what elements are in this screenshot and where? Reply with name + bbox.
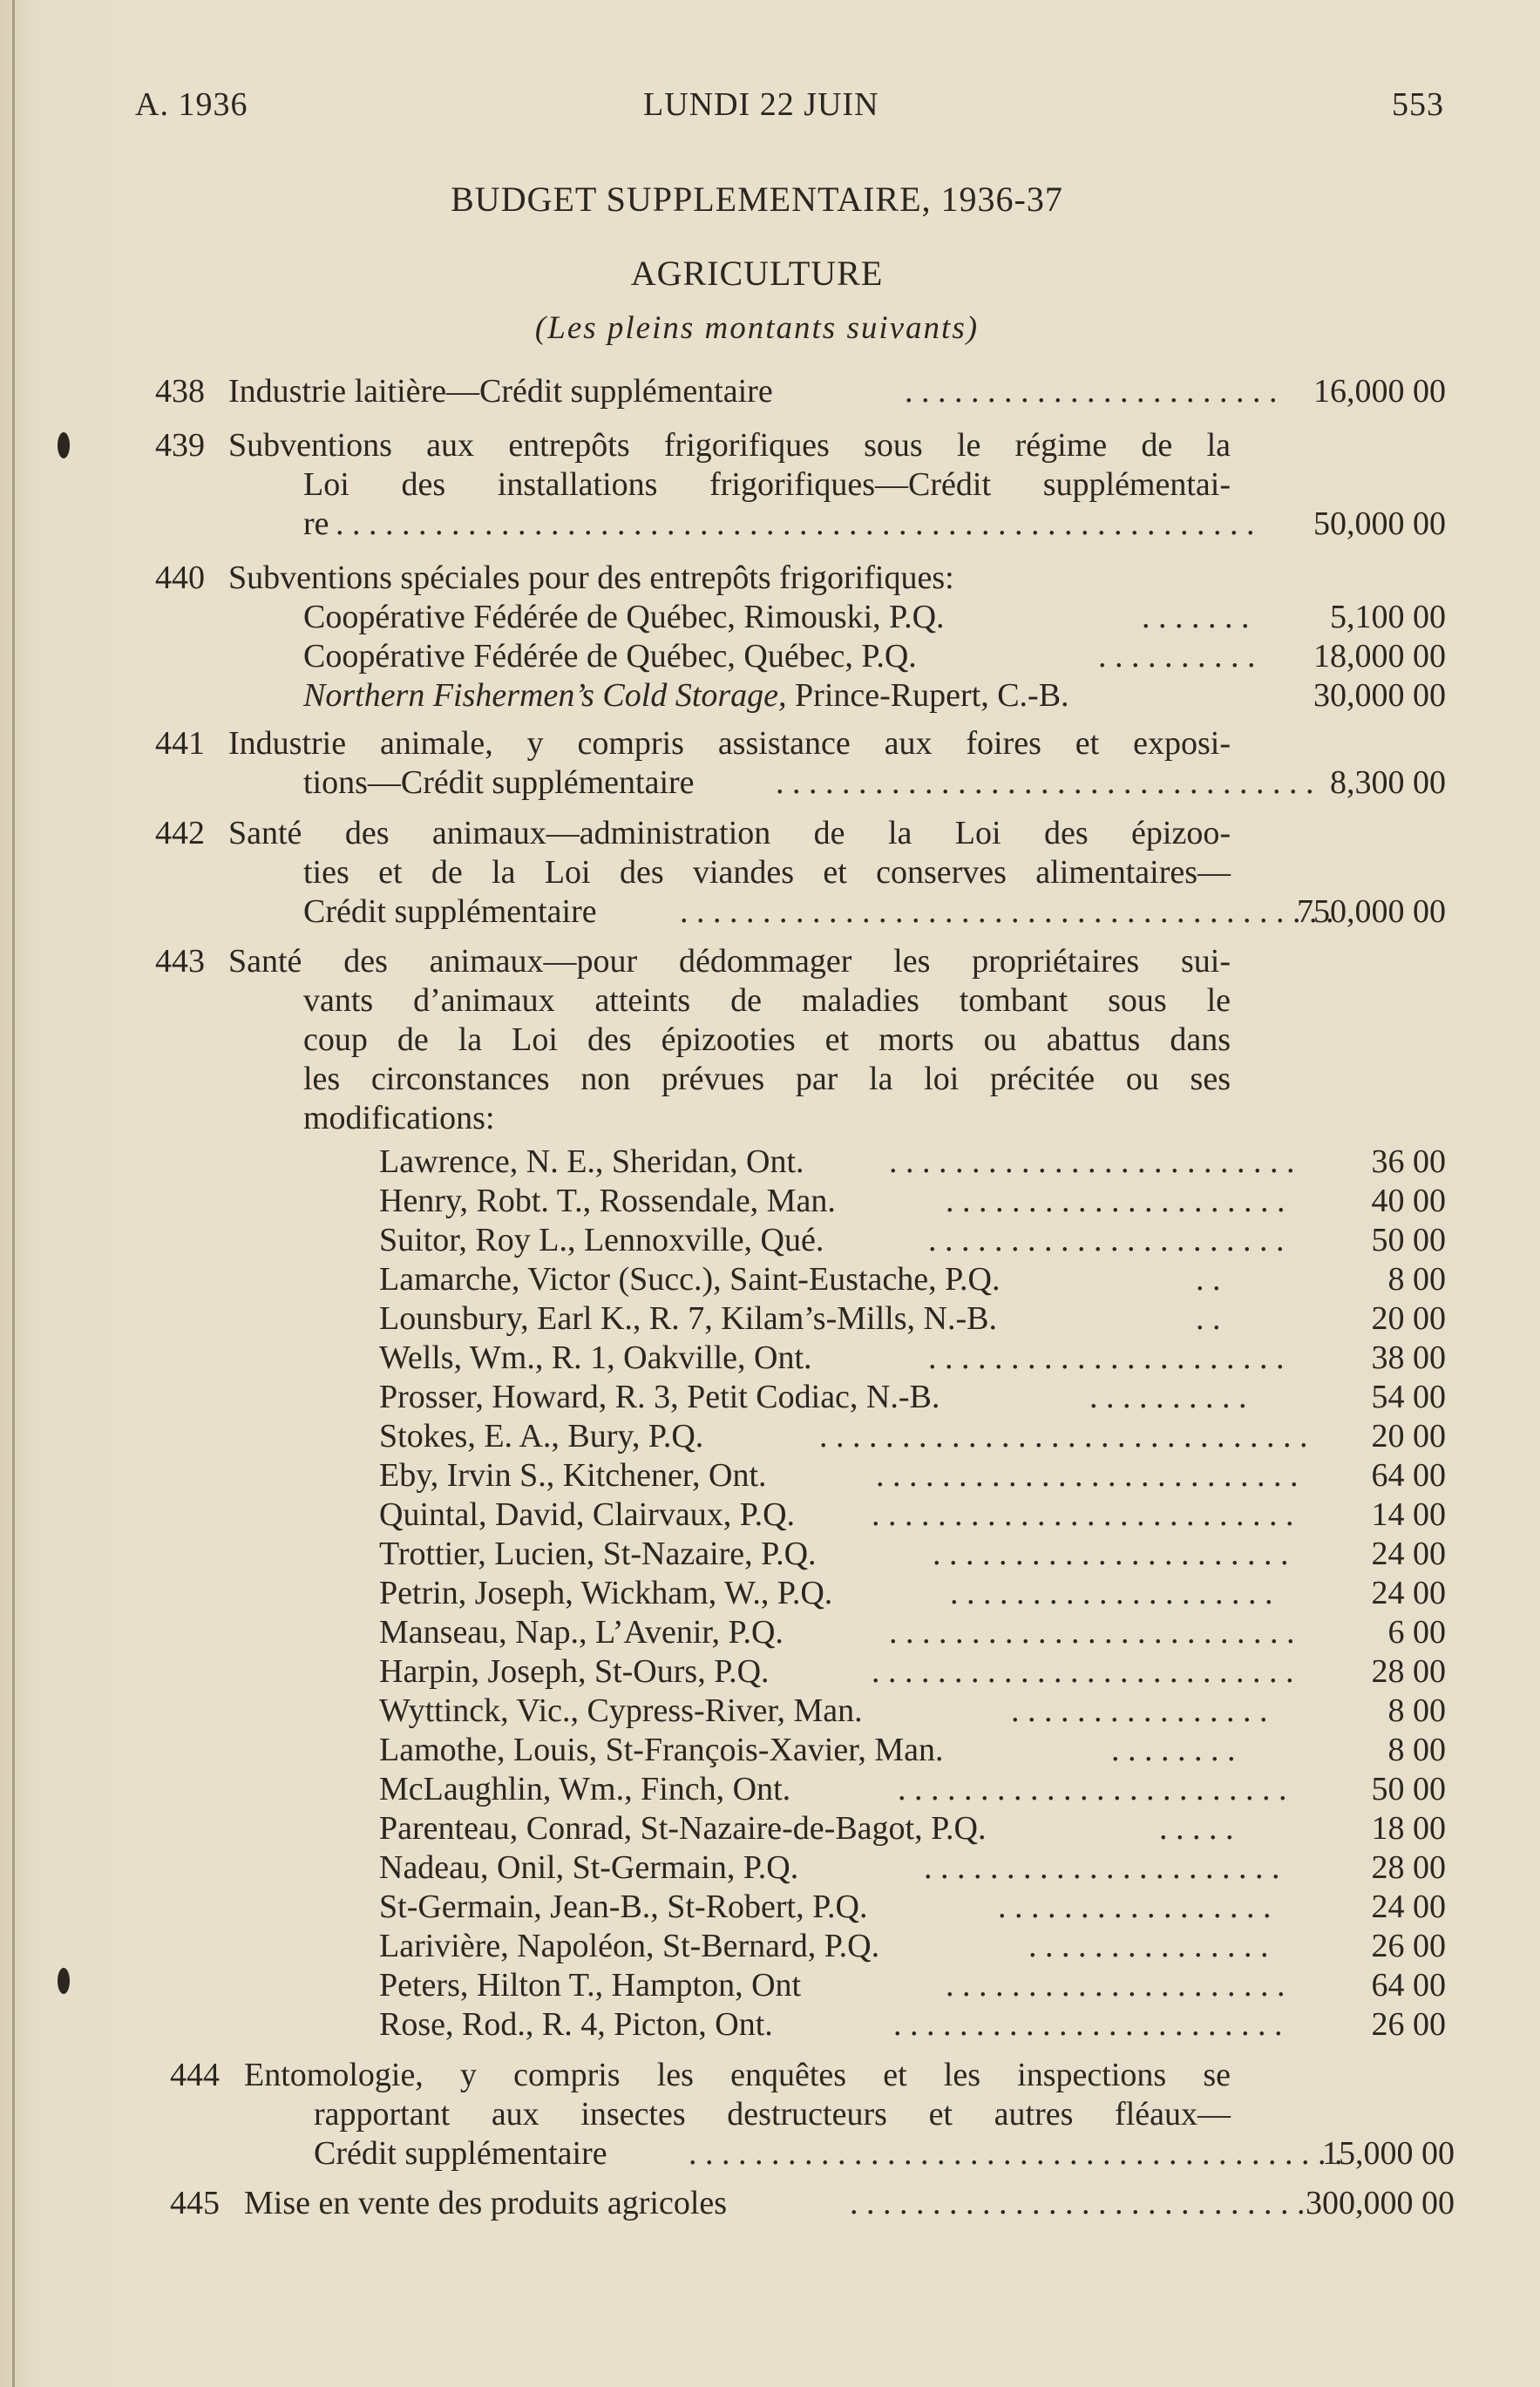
claimant-row bbox=[0, 1416, 1540, 1456]
item-number: 445 bbox=[170, 2185, 220, 2221]
item-438 bbox=[0, 371, 1540, 411]
sub-entry bbox=[0, 636, 1540, 676]
item-442-cont bbox=[0, 852, 1540, 892]
dot-leader: . . bbox=[1196, 1261, 1221, 1298]
claimant-amount: 50 00 bbox=[1371, 1771, 1446, 1807]
sub-entry-amount: 5,100 00 bbox=[1330, 599, 1446, 635]
item-text-line: vants d’animaux atteints de maladies tombant sous le bbox=[303, 982, 1231, 1019]
claimant-amount: 8 00 bbox=[1387, 1261, 1446, 1298]
claimant-name: Suitor, Roy L., Lennoxville, Qué. bbox=[379, 1222, 824, 1258]
item-amount: 8,300 00 bbox=[1330, 764, 1446, 801]
claimant-amount: 64 00 bbox=[1371, 1967, 1446, 2004]
claimant-name: Rose, Rod., R. 4, Picton, Ont. bbox=[379, 2006, 773, 2043]
item-number: 440 bbox=[155, 559, 205, 596]
item-text-line: coup de la Loi des épizooties et morts ou abattus dans bbox=[303, 1021, 1231, 1058]
claimant-row bbox=[0, 1338, 1540, 1378]
item-number: 439 bbox=[155, 427, 205, 464]
claimant-amount: 28 00 bbox=[1371, 1849, 1446, 1886]
sub-entry-text-wrap bbox=[303, 675, 1069, 715]
dot-leader: . . . . . . . . . . . . . . . . . . . . . . . . bbox=[893, 2006, 1283, 2043]
claimant-row bbox=[0, 1455, 1540, 1495]
sub-entry-amount: 18,000 00 bbox=[1313, 638, 1446, 675]
item-text-line: Subventions aux entrepôts frigorifiques sous le régime de la bbox=[228, 427, 1231, 464]
item-439-end bbox=[0, 504, 1540, 544]
dot-leader: . . . . . . . . . . . . . . . . . . . . . . bbox=[933, 1536, 1289, 1572]
claimant-row bbox=[0, 1299, 1540, 1339]
page-number: 553 bbox=[1392, 86, 1444, 123]
dot-leader: . . . . . bbox=[1159, 1810, 1234, 1847]
claimant-amount: 54 00 bbox=[1371, 1379, 1446, 1415]
item-441-end bbox=[0, 763, 1540, 803]
claimant-name: Stokes, E. A., Bury, P.Q. bbox=[379, 1418, 704, 1455]
claimant-row bbox=[0, 1534, 1540, 1574]
item-443-cont bbox=[0, 980, 1540, 1021]
dot-leader: . . . . . . . . . . . . . . . . . . . . . . . . . bbox=[889, 1614, 1295, 1651]
item-amount: 15,000 00 bbox=[1322, 2135, 1455, 2172]
item-text-line: Santé des animaux—administration de la Loi des épizoo- bbox=[228, 815, 1231, 851]
claimant-row bbox=[0, 1730, 1540, 1770]
item-440 bbox=[0, 558, 1540, 598]
item-text-line: les circonstances non prévues par la loi précitée ou ses bbox=[303, 1061, 1231, 1097]
claimant-name: Lamarche, Victor (Succ.), Saint-Eustache, P.Q. bbox=[379, 1261, 1001, 1298]
claimant-name: Lounsbury, Earl K., R. 7, Kilam’s-Mills, N.-B. bbox=[379, 1300, 997, 1337]
sub-entry-text: Coopérative Fédérée de Québec, Rimouski, P.Q. bbox=[303, 599, 945, 635]
claimant-amount: 14 00 bbox=[1371, 1496, 1446, 1533]
claimant-row bbox=[0, 1181, 1540, 1221]
item-443-cont bbox=[0, 1059, 1540, 1099]
dot-leader: . . . . . . . . bbox=[1111, 1732, 1236, 1768]
claimant-amount: 24 00 bbox=[1371, 1575, 1446, 1611]
item-text-line: tions—Crédit supplémentaire bbox=[303, 764, 695, 801]
claimant-name: Trottier, Lucien, St-Nazaire, P.Q. bbox=[379, 1536, 817, 1572]
claimant-name: Parenteau, Conrad, St-Nazaire-de-Bagot, P.Q. bbox=[379, 1810, 987, 1847]
item-443 bbox=[0, 941, 1540, 981]
sub-entry-name-italic: Northern Fishermen’s Cold Storage, bbox=[303, 677, 787, 714]
item-439 bbox=[0, 425, 1540, 465]
claimant-name: Quintal, David, Clairvaux, P.Q. bbox=[379, 1496, 796, 1533]
claimant-amount: 38 00 bbox=[1371, 1339, 1446, 1376]
claimant-row bbox=[0, 1220, 1540, 1260]
dot-leader: . . . . . . . . . . . . . . . bbox=[1028, 1928, 1269, 1964]
section-note: (Les pleins montants suivants) bbox=[534, 310, 980, 346]
item-number: 438 bbox=[155, 373, 205, 410]
item-442 bbox=[0, 813, 1540, 853]
dot-leader: . . bbox=[1196, 1300, 1221, 1337]
claimant-amount: 36 00 bbox=[1371, 1143, 1446, 1180]
dot-leader: . . . . . . . . . . . . . . . . . . . . . . . . . . . . . . . . . . . . . . . . bbox=[680, 893, 1334, 930]
item-text-line: modifications: bbox=[303, 1100, 495, 1136]
claimant-row bbox=[0, 1259, 1540, 1299]
claimant-row bbox=[0, 1926, 1540, 1966]
claimant-name: St-Germain, Jean-B., St-Robert, P.Q. bbox=[379, 1889, 868, 1925]
dot-leader: . . . . . . . . . . . . . . . . . bbox=[998, 1889, 1272, 1925]
claimant-name: Henry, Robt. T., Rossendale, Man. bbox=[379, 1183, 836, 1219]
item-amount: 750,000 00 bbox=[1297, 893, 1446, 930]
claimant-amount: 6 00 bbox=[1387, 1614, 1446, 1651]
claimant-amount: 26 00 bbox=[1371, 2006, 1446, 2043]
claimant-name: Lamothe, Louis, St-François-Xavier, Man. bbox=[379, 1732, 944, 1768]
item-text: Mise en vente des produits agricoles bbox=[244, 2185, 728, 2221]
dot-leader: . . . . . . . . . . . . . . . . . . . . . . bbox=[928, 1222, 1285, 1258]
section-title: AGRICULTURE bbox=[630, 254, 884, 293]
item-text-line: Crédit supplémentaire bbox=[303, 893, 597, 930]
item-text: Industrie laitière—Crédit supplémentaire bbox=[228, 373, 773, 410]
dot-leader: . . . . . . . . . . . . . . . . bbox=[1011, 1692, 1268, 1729]
item-444-cont bbox=[0, 2094, 1540, 2134]
claimant-name: Wyttinck, Vic., Cypress-River, Man. bbox=[379, 1692, 863, 1729]
claimant-amount: 24 00 bbox=[1371, 1536, 1446, 1572]
dot-leader: . . . . . . . . . . . . . . . . . . . . . . . . . . . . . . . . . . . . . . . . . . . . . . . . . . . . . . . . bbox=[336, 505, 1255, 542]
item-amount: 300,000 00 bbox=[1306, 2185, 1455, 2221]
claimant-amount: 8 00 bbox=[1387, 1692, 1446, 1729]
claimant-amount: 20 00 bbox=[1371, 1300, 1446, 1337]
item-text-line: Crédit supplémentaire bbox=[314, 2135, 607, 2172]
sub-entry bbox=[0, 675, 1540, 715]
document-title: BUDGET SUPPLEMENTAIRE, 1936-37 bbox=[451, 180, 1063, 219]
claimant-amount: 20 00 bbox=[1371, 1418, 1446, 1455]
claimant-row bbox=[0, 1573, 1540, 1613]
running-header bbox=[0, 85, 1540, 129]
item-amount: 50,000 00 bbox=[1313, 505, 1446, 542]
sub-entry-amount: 30,000 00 bbox=[1313, 677, 1446, 714]
item-442-end bbox=[0, 892, 1540, 932]
claimant-name: Wells, Wm., R. 1, Oakville, Ont. bbox=[379, 1339, 812, 1376]
claimant-row bbox=[0, 1142, 1540, 1182]
item-444 bbox=[0, 2055, 1540, 2095]
claimant-name: Larivière, Napoléon, St-Bernard, P.Q. bbox=[379, 1928, 880, 1964]
dot-leader: . . . . . . . . . . . . . . . . . . . . . . . . . . . . . . . . . . . . . . . . bbox=[689, 2135, 1343, 2172]
claimant-row bbox=[0, 1808, 1540, 1848]
sub-entry-text: Prince-Rupert, C.-B. bbox=[786, 677, 1069, 714]
claimant-amount: 8 00 bbox=[1387, 1732, 1446, 1768]
item-text: Subventions spéciales pour des entrepôts frigorifiques: bbox=[228, 559, 954, 596]
claimant-row bbox=[0, 2004, 1540, 2045]
item-amount: 16,000 00 bbox=[1313, 373, 1446, 410]
claimant-amount: 26 00 bbox=[1371, 1928, 1446, 1964]
claimant-row bbox=[0, 1495, 1540, 1535]
claimant-name: Prosser, Howard, R. 3, Petit Codiac, N.-B. bbox=[379, 1379, 940, 1415]
claimant-name: Peters, Hilton T., Hampton, Ont bbox=[379, 1967, 802, 2004]
item-439-cont bbox=[0, 465, 1540, 505]
claimant-name: Harpin, Joseph, St-Ours, P.Q. bbox=[379, 1653, 770, 1690]
claimant-amount: 24 00 bbox=[1371, 1889, 1446, 1925]
item-number: 444 bbox=[170, 2057, 220, 2093]
dot-leader: . . . . . . . . . . . . . . . . . . . . . . . . . . . . bbox=[850, 2185, 1306, 2221]
claimant-name: McLaughlin, Wm., Finch, Ont. bbox=[379, 1771, 791, 1807]
item-number: 443 bbox=[155, 943, 205, 980]
dot-leader: . . . . . . . . . . . . . . . . . . . . . . . bbox=[905, 373, 1278, 410]
sub-entry bbox=[0, 597, 1540, 637]
dot-leader: . . . . . . . . . . . . . . . . . . . . . . bbox=[928, 1339, 1285, 1376]
header-year: A. 1936 bbox=[135, 86, 248, 123]
claimant-name: Lawrence, N. E., Sheridan, Ont. bbox=[379, 1143, 804, 1180]
dot-leader: . . . . . . . . . . . . . . . . . . . . . bbox=[946, 1183, 1286, 1219]
item-text-line: Industrie animale, y compris assistance aux foires et exposi- bbox=[228, 725, 1231, 762]
claimant-amount: 40 00 bbox=[1371, 1183, 1446, 1219]
claimant-row bbox=[0, 1691, 1540, 1731]
claimant-row bbox=[0, 1887, 1540, 1927]
sub-entry-text: Coopérative Fédérée de Québec, Québec, P.Q. bbox=[303, 638, 917, 675]
claimant-amount: 50 00 bbox=[1371, 1222, 1446, 1258]
dot-leader: . . . . . . . . . . . . . . . . . . . . . . bbox=[924, 1849, 1280, 1886]
dot-leader: . . . . . . . . . . . . . . . . . . . . . . . . . . . . . . . . . bbox=[776, 764, 1314, 801]
dot-leader: . . . . . . . . . . . . . . . . . . . . . bbox=[946, 1967, 1286, 2004]
claimant-name: Eby, Irvin S., Kitchener, Ont. bbox=[379, 1457, 767, 1494]
dot-leader: . . . . . . . . . . . . . . . . . . . . . . . . . . . . . . bbox=[819, 1418, 1308, 1455]
dot-leader: . . . . . . . . . . . . . . . . . . . . bbox=[950, 1575, 1273, 1611]
item-445 bbox=[0, 2183, 1540, 2223]
claimant-amount: 28 00 bbox=[1371, 1653, 1446, 1690]
header-date: LUNDI 22 JUIN bbox=[643, 86, 879, 123]
claimant-row bbox=[0, 1377, 1540, 1417]
claimant-row bbox=[0, 1848, 1540, 1888]
dot-leader: . . . . . . . . . . . . . . . . . . . . . . . . . . bbox=[872, 1653, 1294, 1690]
dot-leader: . . . . . . . . . . . . . . . . . . . . . . . . . . bbox=[876, 1457, 1299, 1494]
item-443-cont bbox=[0, 1098, 1540, 1138]
item-number: 442 bbox=[155, 815, 205, 851]
dot-leader: . . . . . . . . . . bbox=[1089, 1379, 1247, 1415]
claimant-name: Petrin, Joseph, Wickham, W., P.Q. bbox=[379, 1575, 833, 1611]
claimant-amount: 64 00 bbox=[1371, 1457, 1446, 1494]
dot-leader: . . . . . . . . . . . . . . . . . . . . . . . . bbox=[898, 1771, 1287, 1807]
item-number: 441 bbox=[155, 725, 205, 762]
claimant-name: Nadeau, Onil, St-Germain, P.Q. bbox=[379, 1849, 799, 1886]
item-text-line: Santé des animaux—pour dédommager les propriétaires sui- bbox=[228, 943, 1231, 980]
claimant-row bbox=[0, 1769, 1540, 1809]
dot-leader: . . . . . . . . . . . . . . . . . . . . . . . . . . bbox=[872, 1496, 1294, 1533]
claimant-name: Manseau, Nap., L’Avenir, P.Q. bbox=[379, 1614, 784, 1651]
dot-leader: . . . . . . . . . . bbox=[1098, 638, 1256, 675]
item-443-cont bbox=[0, 1020, 1540, 1060]
item-444-end bbox=[0, 2133, 1540, 2173]
claimant-row bbox=[0, 1612, 1540, 1652]
dot-leader: . . . . . . . . . . . . . . . . . . . . . . . . . bbox=[889, 1143, 1295, 1180]
item-text-line: Loi des installations frigorifiques—Crédit supplémentai- bbox=[303, 466, 1231, 503]
item-441 bbox=[0, 723, 1540, 763]
item-text-line: Entomologie, y compris les enquêtes et les inspections se bbox=[244, 2057, 1231, 2093]
item-text-line: re bbox=[303, 505, 329, 542]
claimant-row bbox=[0, 1651, 1540, 1692]
claimant-amount: 18 00 bbox=[1371, 1810, 1446, 1847]
item-text-line: ties et de la Loi des viandes et conserves alimentaires— bbox=[303, 854, 1231, 891]
dot-leader: . . . . . . . bbox=[1142, 599, 1250, 635]
claimant-row bbox=[0, 1965, 1540, 2005]
item-text-line: rapportant aux insectes destructeurs et autres fléaux— bbox=[314, 2096, 1231, 2133]
